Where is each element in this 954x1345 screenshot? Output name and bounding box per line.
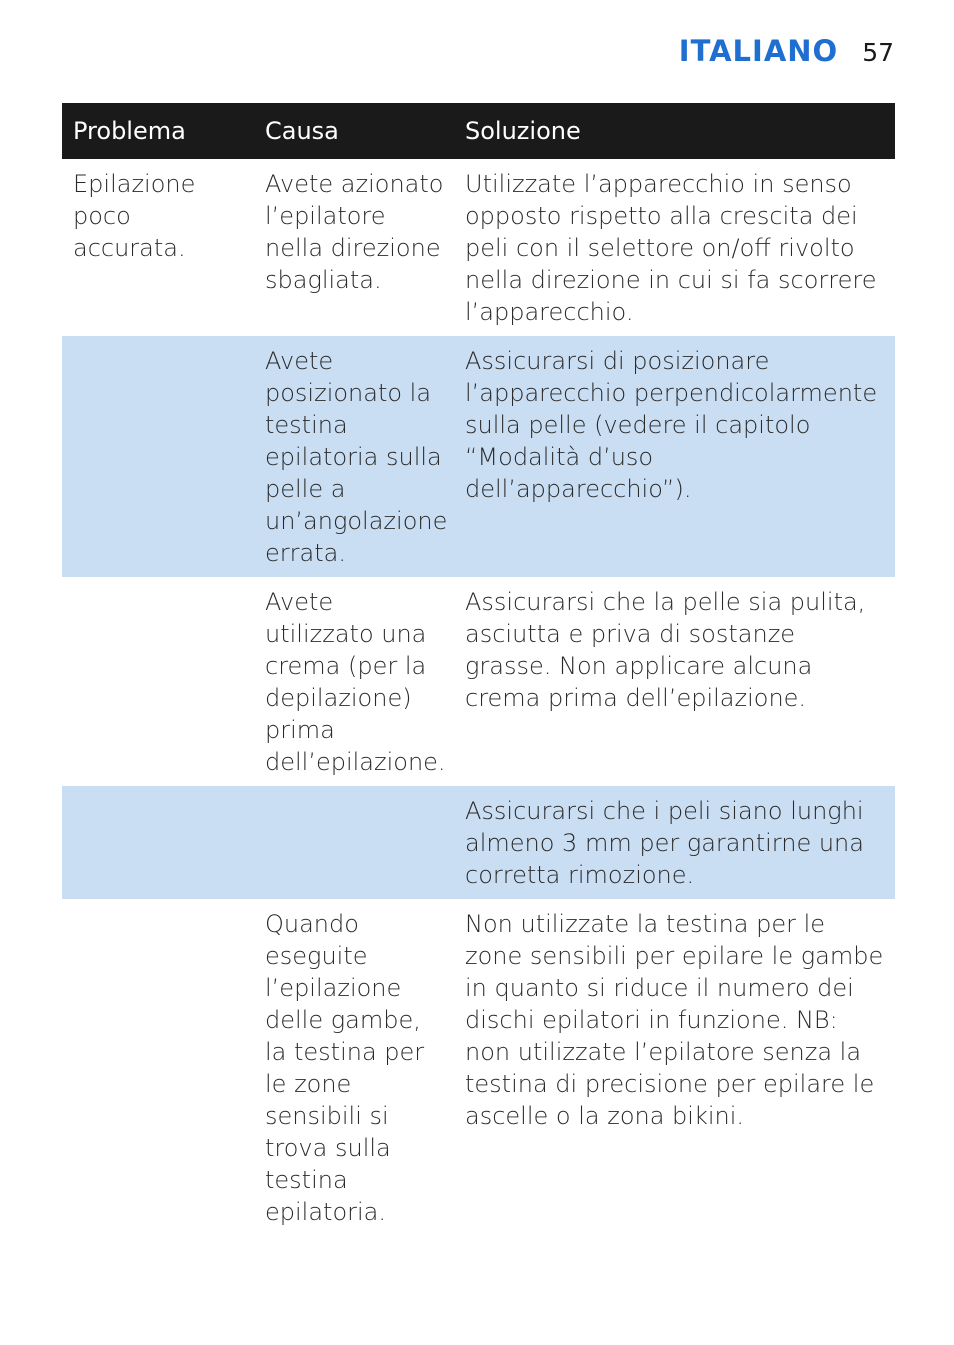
troubleshooting-table — [62, 103, 895, 1236]
cause-cell: Avete azionato l’epilatore nella direzione sbagliata. — [265, 170, 444, 294]
table-header-row — [62, 103, 895, 159]
problem-cell: Epilazione poco accurata. — [73, 170, 196, 262]
table-row — [62, 899, 895, 1236]
page-header — [679, 34, 894, 68]
cause-cell — [254, 786, 454, 899]
cause-cell: Avete posizionato la testina epilatoria sulla pelle a un’angolazione errata. — [254, 336, 454, 577]
problem-cell — [62, 577, 254, 786]
column-header-soluzione: Soluzione — [454, 103, 895, 159]
table-row — [62, 336, 895, 577]
solution-cell: Assicurarsi di posizionare l’apparecchio perpendicolarmente sulla pelle (vedere il capitolo “Modalità d’uso dell’apparecchio”). — [454, 336, 895, 577]
solution-cell: Assicurarsi che la pelle sia pulita, asciutta e priva di sostanze grasse. Non applicare alcuna crema prima dell’epilazione. — [465, 588, 866, 712]
problem-cell — [62, 786, 254, 899]
table-row — [62, 786, 895, 899]
page-number: 57 — [862, 38, 894, 67]
cause-cell: Avete utilizzato una crema (per la depilazione) prima dell’epilazione. — [265, 588, 446, 776]
column-header-problema: Problema — [62, 103, 254, 159]
table-row — [62, 159, 895, 336]
problem-cell — [62, 336, 254, 577]
solution-cell: Utilizzate l’apparecchio in senso opposto rispetto alla crescita dei peli con il selettore on/off rivolto nella direzione in cui si fa scorrere l’apparecchio. — [465, 170, 877, 326]
table-row — [62, 577, 895, 786]
section-language-title: ITALIANO — [678, 34, 839, 68]
cause-cell: Quando eseguite l’epilazione delle gambe, la testina per le zone sensibili si trova sulla testina epilatoria. — [265, 910, 425, 1226]
solution-cell: Non utilizzate la testina per le zone sensibili per epilare le gambe in quanto si riduce il numero dei dischi epilatori in funzione. NB: non utilizzate l’epilatore senza la testina di precisione per epilare le ascelle o la zona bikini. — [465, 910, 884, 1130]
solution-cell: Assicurarsi che i peli siano lunghi almeno 3 mm per garantirne una corretta rimozione. — [454, 786, 895, 899]
column-header-causa: Causa — [254, 103, 454, 159]
problem-cell — [62, 899, 254, 1236]
